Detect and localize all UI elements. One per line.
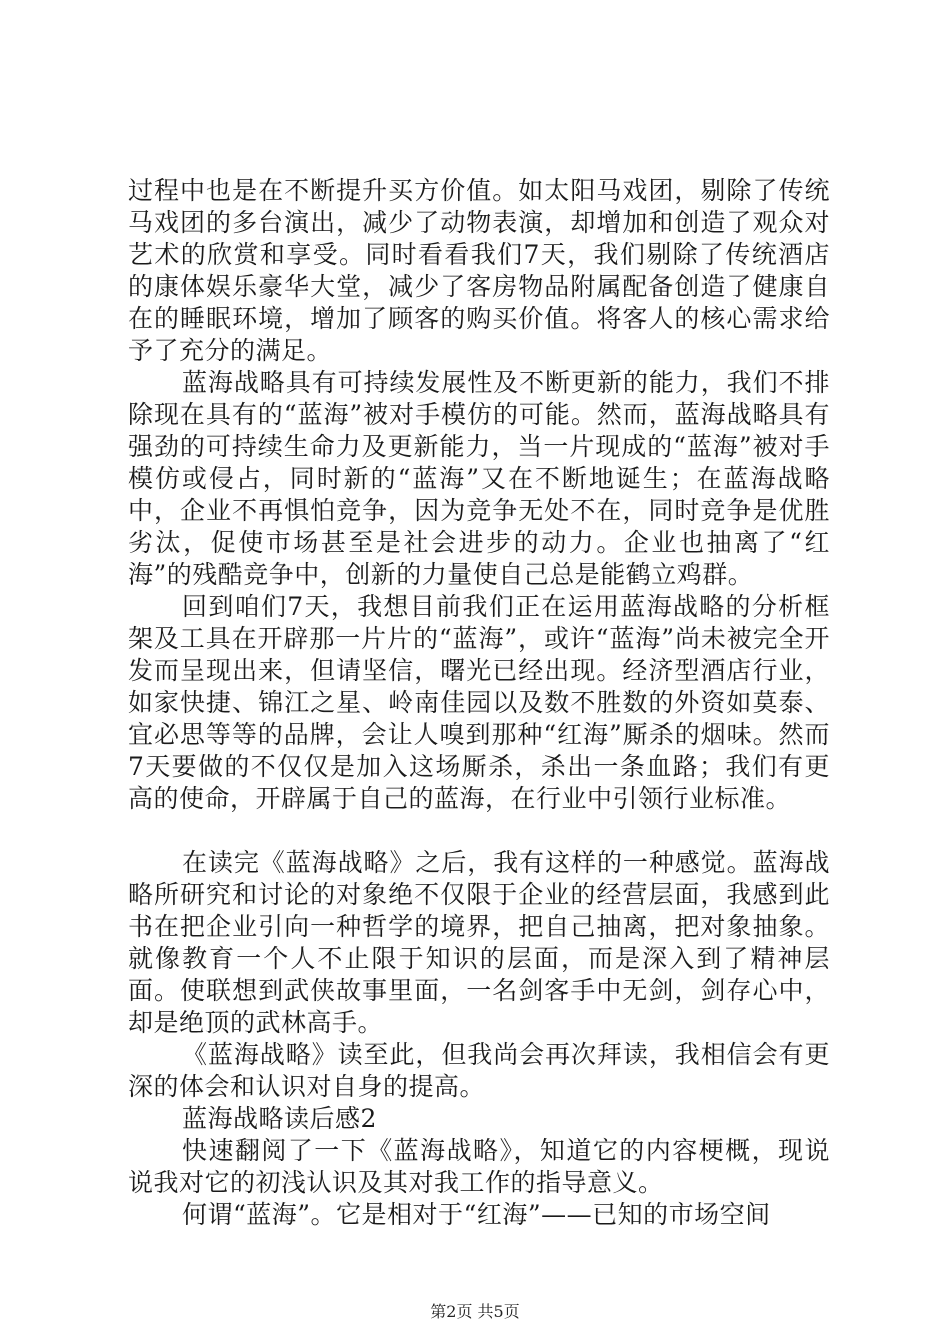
page-footer <box>0 1302 950 1322</box>
paragraph: 快速翻阅了一下《蓝海战略》，知道它的内容梗概，现说说我对它的初浅认识及其对我工作的指导意义。 <box>128 1136 830 1197</box>
paragraph: 回到咱们7天，我想目前我们正在运用蓝海战略的分析框架及工具在开辟那一片片的“蓝海”，或许“蓝海”尚未被完全开发而呈现出来，但请坚信，曙光已经出现。经济型酒店行业，如家快捷、锦江之星、岭南佳园以及数不胜数的外资如莫泰、宜必思等等的品牌，会让人嗅到那种“红海”厮杀的烟味。然而7天要做的不仅仅是加入这场厮杀，杀出一条血路；我们有更高的使命，开辟属于自己的蓝海，在行业中引领行业标准。 <box>128 592 830 813</box>
paragraph: 蓝海战略具有可持续发展性及不断更新的能力，我们不排除现在具有的“蓝海”被对手模仿的可能。然而，蓝海战略具有强劲的可持续生命力及更新能力，当一片现成的“蓝海”被对手模仿或侵占，同时新的“蓝海”又在不断地诞生；在蓝海战略中，企业不再惧怕竞争，因为竞争无处不在，同时竞争是优胜劣汰，促使市场甚至是社会进步的动力。企业也抽离了“红海”的残酷竞争中，创新的力量使自己总是能鹤立鸡群。 <box>128 368 830 589</box>
section-heading: 蓝海战略读后感2 <box>182 1104 377 1133</box>
paragraph: 《蓝海战略》读至此，但我尚会再次拜读，我相信会有更深的体会和认识对自身的提高。 <box>128 1040 830 1101</box>
document-body <box>128 175 830 1231</box>
paragraph: 在读完《蓝海战略》之后，我有这样的一种感觉。蓝海战略所研究和讨论的对象绝不仅限于企业的经营层面，我感到此书在把企业引向一种哲学的境界，把自己抽离，把对象抽象。就像教育一个人不止限于知识的层面，而是深入到了精神层面。使联想到武侠故事里面，一名剑客手中无剑，剑存心中，却是绝顶的武林高手。 <box>128 848 830 1037</box>
paragraph: 何谓“蓝海”。它是相对于“红海”——已知的市场空间 <box>182 1200 771 1229</box>
page-number: 第2页 共5页 <box>430 1302 520 1321</box>
paragraph: 过程中也是在不断提升买方价值。如太阳马戏团，剔除了传统马戏团的多台演出，减少了动物表演，却增加和创造了观众对艺术的欣赏和享受。同时看看我们7天，我们剔除了传统酒店的康体娱乐豪华大堂，减少了客房物品附属配备创造了健康自在的睡眠环境，增加了顾客的购买价值。将客人的核心需求给予了充分的满足。 <box>128 176 830 365</box>
paragraph-gap <box>128 815 830 847</box>
